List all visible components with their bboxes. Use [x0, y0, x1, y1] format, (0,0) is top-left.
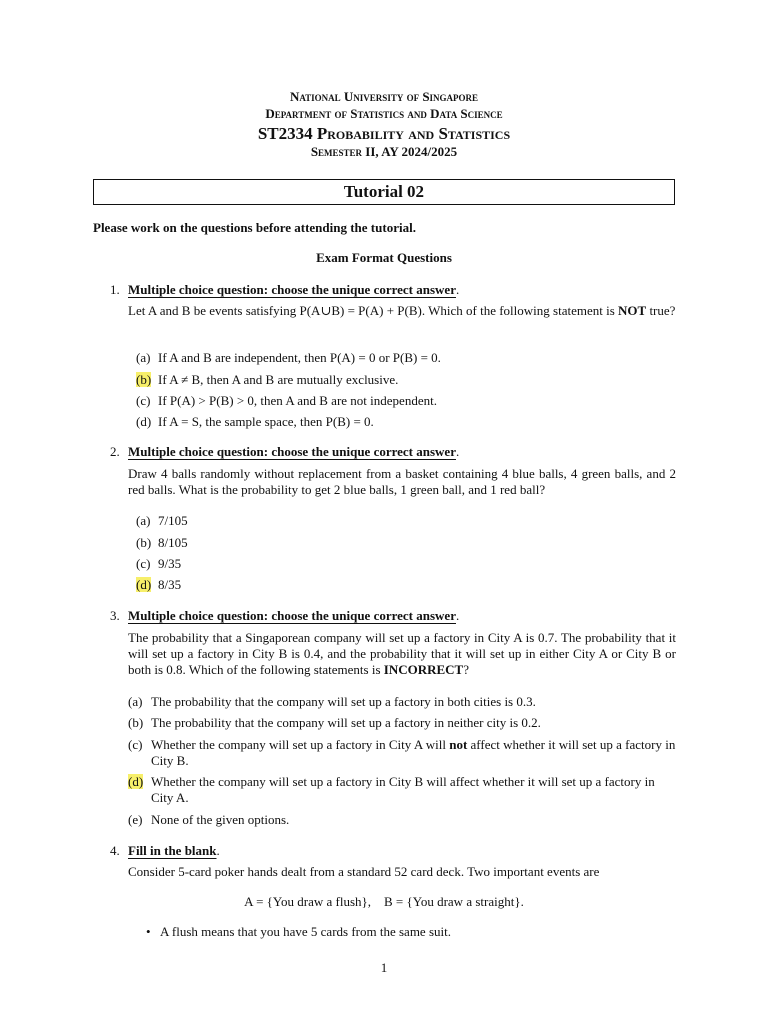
semester: Semester II, AY 2024/2025	[310, 144, 458, 159]
bullet-dot: •	[146, 924, 151, 939]
q1-option-c: (c) If P(A) > P(B) > 0, then A and B are not independent.	[136, 393, 437, 408]
q4-heading: Fill in the blank.	[128, 843, 220, 858]
q1-heading: Multiple choice question: choose the unique correct answer.	[128, 282, 460, 297]
q3-number: 3.	[110, 608, 120, 623]
q1-option-b: (b) If A ≠ B, then A and B are mutually exclusive.	[136, 372, 399, 387]
q1-option-d: (d) If A = S, the sample space, then P(B) = 0.	[136, 414, 374, 429]
q2-option-c: (c) 9/35	[136, 556, 182, 571]
q3-heading: Multiple choice question: choose the unique correct answer.	[128, 608, 460, 623]
q4-bullet: A flush means that you have 5 cards from the same suit.	[160, 924, 451, 939]
q1-option-a: (a) If A and B are independent, then P(A) = 0 or P(B) = 0.	[136, 350, 441, 365]
q3-stem: The probability that a Singaporean company will set up a factory in City A is 0.7. The probability that it will set up a factory in City B is 0.4, and the probability that it will set up in either City A or City B or both is 0.8. Which of the following statements is INCORRECT?	[128, 630, 676, 677]
tutorial-title: Tutorial 02	[93, 179, 675, 205]
department-name: Department of Statistics and Data Science	[265, 106, 503, 121]
q1-stem: Let A and B be events satisfying P(A∪B) = P(A) + P(B). Which of the following statement is NOT true?	[128, 303, 676, 318]
instruction: Please work on the questions before attending the tutorial.	[93, 220, 416, 235]
q1-number: 1.	[110, 282, 120, 297]
q2-option-a: (a) 7/105	[136, 513, 188, 528]
q2-option-b: (b) 8/105	[136, 535, 188, 550]
q4-equation: A = {You draw a flush}, B = {You draw a straight}.	[244, 894, 524, 909]
q2-heading: Multiple choice question: choose the unique correct answer.	[128, 444, 460, 459]
q4-number: 4.	[110, 843, 120, 858]
q2-number: 2.	[110, 444, 120, 459]
page-number: 1	[380, 960, 388, 975]
course-title: ST2334 Probability and Statistics	[257, 124, 511, 143]
q2-stem: Draw 4 balls randomly without replacement from a basket containing 4 blue balls, 4 green balls, and 2 red balls. What is the probability to get 2 blue balls, 1 green ball, and 1 red ball?	[128, 466, 676, 497]
q2-option-d: (d) 8/35	[136, 577, 182, 592]
university-name: National University of Singapore	[289, 89, 479, 104]
q4-stem: Consider 5-card poker hands dealt from a standard 52 card deck. Two important events are	[128, 864, 600, 879]
section-title: Exam Format Questions	[316, 250, 452, 265]
